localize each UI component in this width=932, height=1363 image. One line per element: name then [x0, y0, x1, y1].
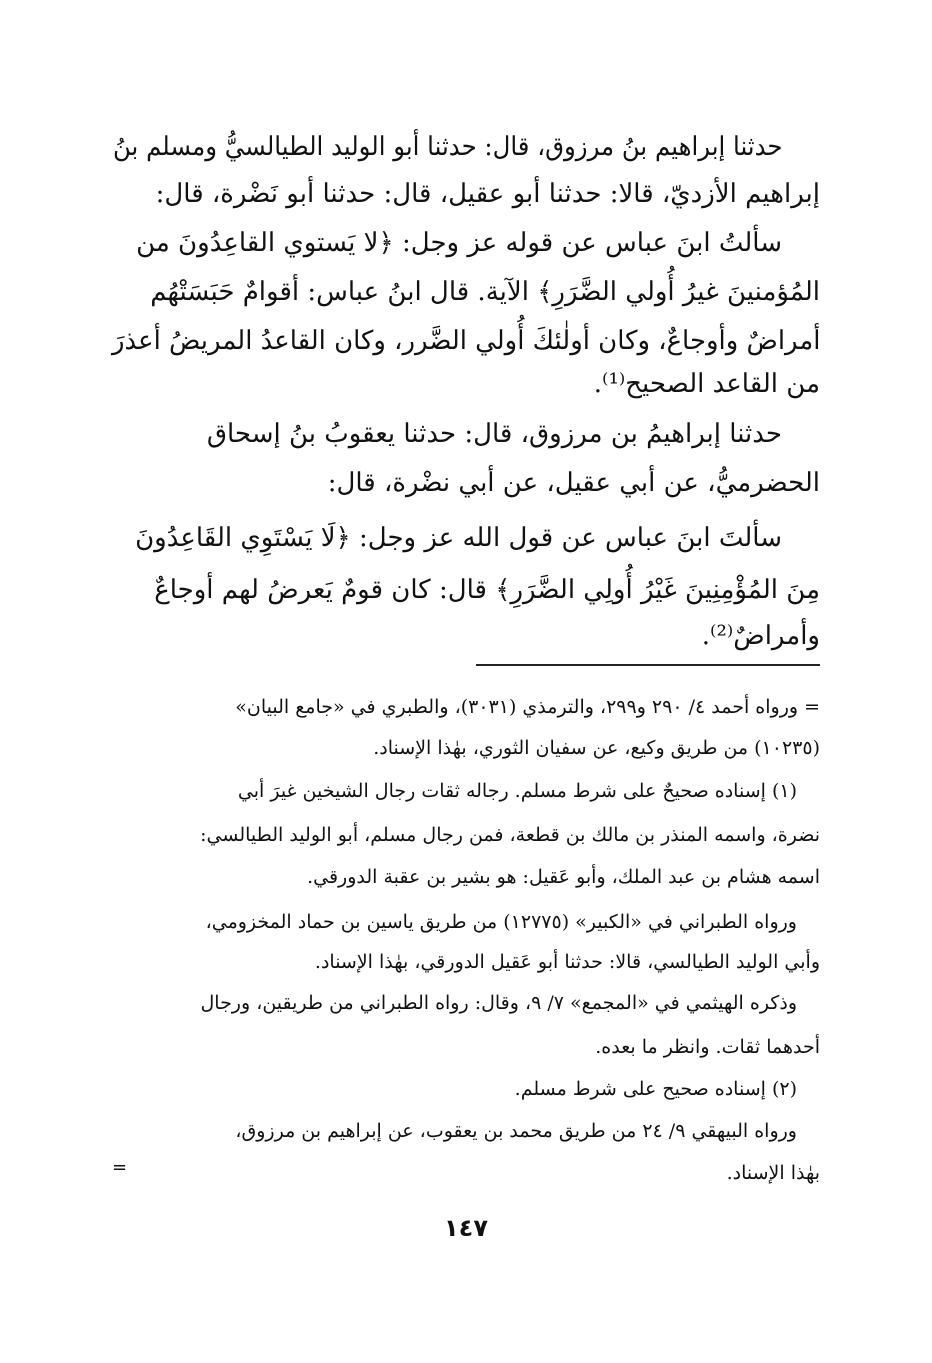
main-text-line: سألتُ ابنَ عباس عن قوله عز وجل: ﴿لا يَستوي القاعِدُونَ من: [136, 228, 782, 258]
main-text-line: وأمراضٌ⁽²⁾.: [701, 621, 820, 651]
main-text-line: أمراضٌ وأوجاعٌ، وكان أولٰئكَ أُولي الضَّرر، وكان القاعدُ المريضُ أعذرَ: [111, 326, 820, 356]
footnote-line: ورواه البيهقي ٩/ ٢٤ من طريق محمد بن يعقوب، عن إبراهيم بن مرزوق،: [235, 1120, 797, 1142]
footnote-line: (٢) إسناده صحيح على شرط مسلم.: [514, 1078, 797, 1100]
footnote-line: وذكره الهيثمي في «المجمع» ٧/ ٩، وقال: رواه الطبراني من طريقين، ورجال: [200, 992, 797, 1014]
main-text-line: سألتَ ابنَ عباس عن قول الله عز وجل: ﴿لَا يَسْتَوِي القَاعِدُونَ: [135, 523, 782, 553]
main-text-line: حدثنا إبراهيم بنُ مرزوق، قال: حدثنا أبو الوليد الطيالسيُّ ومسلم بنُ: [112, 132, 782, 162]
footnote-line: بهٰذا الإسناد.: [726, 1162, 820, 1184]
footnote-separator: [476, 664, 820, 666]
footnote-line: اسمه هشام بن عبد الملك، وأبو عَقيل: هو بشير بن عقبة الدورقي.: [307, 866, 820, 888]
main-text-line: المُؤمنينَ غيرُ أُولي الضَّرَرِ﴾ الآية. قال ابنُ عباس: أقوامٌ حَبَسَتْهُم: [150, 277, 820, 307]
main-text-line: من القاعد الصحيح⁽¹⁾.: [593, 369, 820, 399]
footnote-line: = ورواه أحمد ٤/ ٢٩٠ و٢٩٩، والترمذي (٣٠٣١)، والطبري في «جامع البيان»: [235, 696, 820, 718]
main-text-line: إبراهيم الأزديّ، قالا: حدثنا أبو عقيل، قال: حدثنا أبو نَضْرة، قال:: [155, 179, 820, 209]
footnote-line: (١٠٢٣٥) من طريق وكيع، عن سفيان الثوري، بهٰذا الإسناد.: [373, 737, 820, 759]
footnote-line: ورواه الطبراني في «الكبير» (١٢٧٧٥) من طريق ياسين بن حماد المخزومي،: [205, 911, 797, 933]
footnote-line: (١) إسناده صحيحٌ على شرط مسلم. رجاله ثقات رجال الشيخين غيرَ أبي: [237, 780, 797, 802]
footnote-line: وأبي الوليد الطيالسي، قالا: حدثنا أبو عَقيل الدورقي، بهٰذا الإسناد.: [314, 951, 820, 973]
main-text-line: الحضرميُّ، عن أبي عقيل، عن أبي نضْرة، قال:: [327, 468, 820, 498]
main-text-line: حدثنا إبراهيمُ بن مرزوق، قال: حدثنا يعقوبُ بنُ إسحاق: [206, 419, 782, 449]
main-text-line: مِنَ المُؤْمِنِينَ غَيْرُ أُولِي الضَّرَرِ﴾ قال: كان قومٌ يَعرضُ لهم أوجاعٌ: [154, 575, 820, 605]
footnote-line: نضرة، واسمه المنذر بن مالك بن قطعة، فمن رجال مسلم، أبو الوليد الطيالسي:: [200, 824, 820, 846]
footnote-line: أحدهما ثقات. وانظر ما بعده.: [595, 1036, 820, 1058]
continuation-mark: =: [112, 1157, 128, 1178]
page-number: ١٤٧: [444, 1214, 488, 1242]
